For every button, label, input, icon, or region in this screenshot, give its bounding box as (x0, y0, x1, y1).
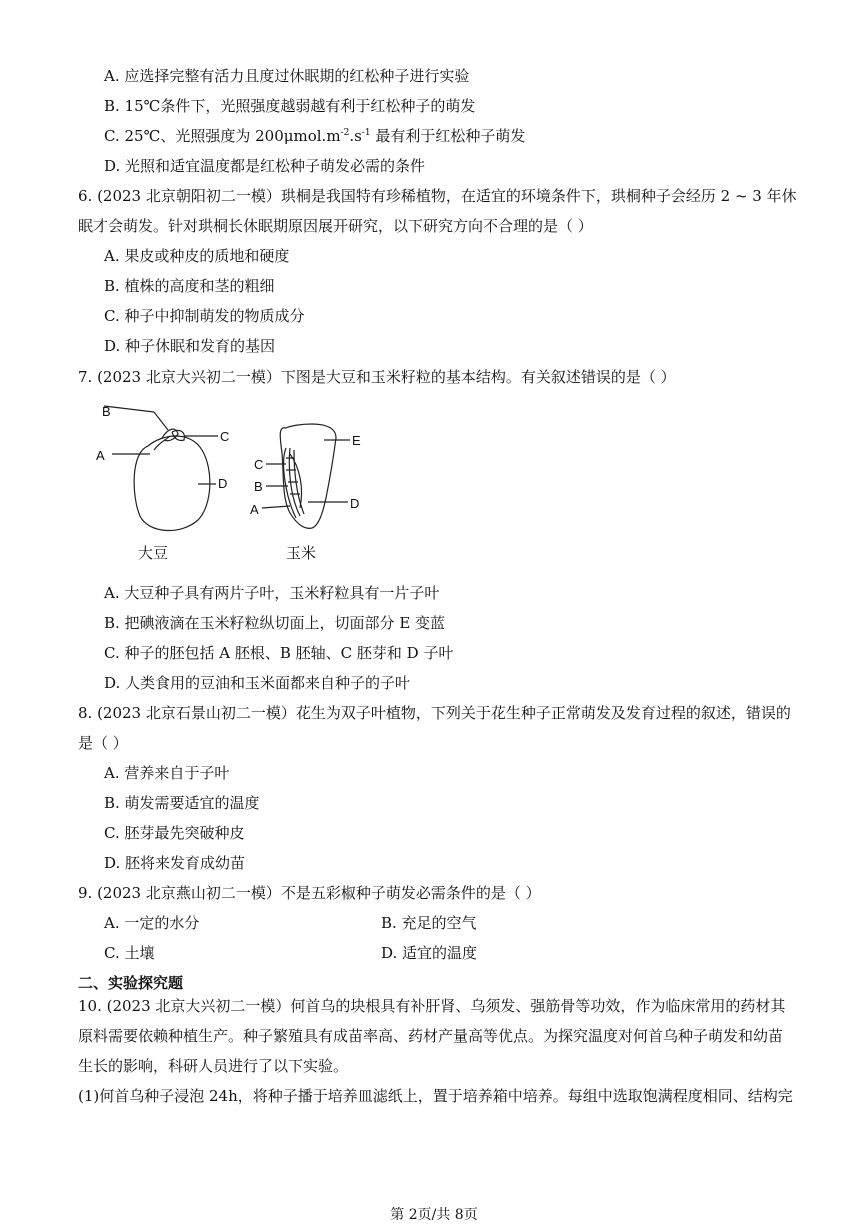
q9-stem: 9. (2023 北京燕山初二一模）不是五彩椒种子萌发必需条件的是（ ） (78, 884, 541, 902)
q5-option-c (104, 126, 525, 146)
soy-label-b: B (102, 404, 111, 419)
section-heading-experiment: 二、实验探究题 (78, 974, 184, 992)
q7-option-b: B. 把碘液滴在玉米籽粒纵切面上，切面部分 E 变蓝 (104, 614, 446, 632)
q8-option-d: D. 胚将来发育成幼苗 (104, 854, 246, 872)
q6-option-a: A. 果皮或种皮的质地和硬度 (104, 247, 290, 265)
q9-option-a: A. 一定的水分 (104, 914, 200, 932)
q5-option-c-mid: .s (349, 127, 362, 145)
q10-stem-line2: 原料需要依赖种植生产。种子繁殖具有成苗率高、药材产量高等优点。为探究温度对何首乌种子萌发和幼苗 (78, 1027, 784, 1045)
q8-option-a: A. 营养来自于子叶 (104, 764, 230, 782)
soy-label-c: C (220, 429, 230, 444)
page-number: 第 2页/共 8页 (390, 1207, 478, 1223)
q6-stem-line1: 6. (2023 北京朝阳初二一模）珙桐是我国特有珍稀植物，在适宜的环境条件下，珙桐种子会经历 2 ~ 3 年休 (78, 187, 797, 205)
corn-label-a: A (250, 502, 259, 517)
soy-label-d: D (218, 476, 228, 491)
q10-part1: (1)何首乌种子浸泡 24h，将种子播于培养皿滤纸上，置于培养箱中培养。每组中选取饱满程度相同、结构完 (78, 1087, 793, 1105)
q5-option-c-sup2: -1 (361, 128, 371, 138)
q7-option-a: A. 大豆种子具有两片子叶，玉米籽粒具有一片子叶 (104, 584, 440, 602)
q5-option-c-post: 最有利于红松种子萌发 (370, 127, 526, 145)
q5-option-b: B. 15℃条件下，光照强度越弱越有利于红松种子的萌发 (104, 97, 476, 115)
q5-option-c-sup1: -2 (340, 128, 350, 138)
q8-option-b: B. 萌发需要适宜的温度 (104, 794, 260, 812)
q9-option-b: B. 充足的空气 (381, 914, 477, 932)
soy-label-a: A (96, 448, 105, 463)
corn-label-b: B (254, 479, 263, 494)
q5-option-a: A. 应选择完整有活力且度过休眠期的红松种子进行实验 (104, 67, 470, 85)
q8-stem-line1: 8. (2023 北京石景山初二一模）花生为双子叶植物，下列关于花生种子正常萌发及发育过程的叙述，错误的 (78, 704, 791, 722)
q6-stem-line2: 眠才会萌发。针对珙桐长休眠期原因展开研究，以下研究方向不合理的是（ ） (78, 217, 593, 235)
q9-option-c: C. 土壤 (104, 944, 155, 962)
q7-option-c: C. 种子的胚包括 A 胚根、B 胚轴、C 胚芽和 D 子叶 (104, 644, 454, 662)
corn-diagram (262, 424, 350, 528)
q9-option-d: D. 适宜的温度 (381, 944, 478, 962)
corn-caption: 玉米 (286, 544, 317, 562)
corn-label-e: E (352, 433, 361, 448)
q10-stem-line3: 生长的影响，科研人员进行了以下实验。 (78, 1057, 349, 1075)
q6-option-d: D. 种子休眠和发育的基因 (104, 337, 276, 355)
corn-label-d: D (350, 496, 360, 511)
q8-option-c: C. 胚芽最先突破种皮 (104, 824, 245, 842)
corn-label-c: C (254, 457, 264, 472)
q7-stem: 7. (2023 北京大兴初二一模）下图是大豆和玉米籽粒的基本结构。有关叙述错误的是（ ） (78, 368, 676, 386)
q5-option-d: D. 光照和适宜温度都是红松种子萌发必需的条件 (104, 157, 426, 175)
q8-stem-line2: 是（ ） (78, 734, 128, 752)
soybean-diagram (104, 406, 218, 531)
soy-caption: 大豆 (138, 544, 169, 562)
q10-stem-line1: 10. (2023 北京大兴初二一模）何首乌的块根具有补肝肾、乌须发、强筋骨等功效，作为临床常用的药材其 (78, 997, 786, 1015)
seed-structure-figure (90, 398, 380, 568)
q6-option-b: B. 植株的高度和茎的粗细 (104, 277, 275, 295)
q6-option-c: C. 种子中抑制萌发的物质成分 (104, 307, 305, 325)
q5-option-c-pre: C. 25℃、光照强度为 200μmol.m (104, 127, 341, 145)
q7-option-d: D. 人类食用的豆油和玉米面都来自种子的子叶 (104, 674, 411, 692)
